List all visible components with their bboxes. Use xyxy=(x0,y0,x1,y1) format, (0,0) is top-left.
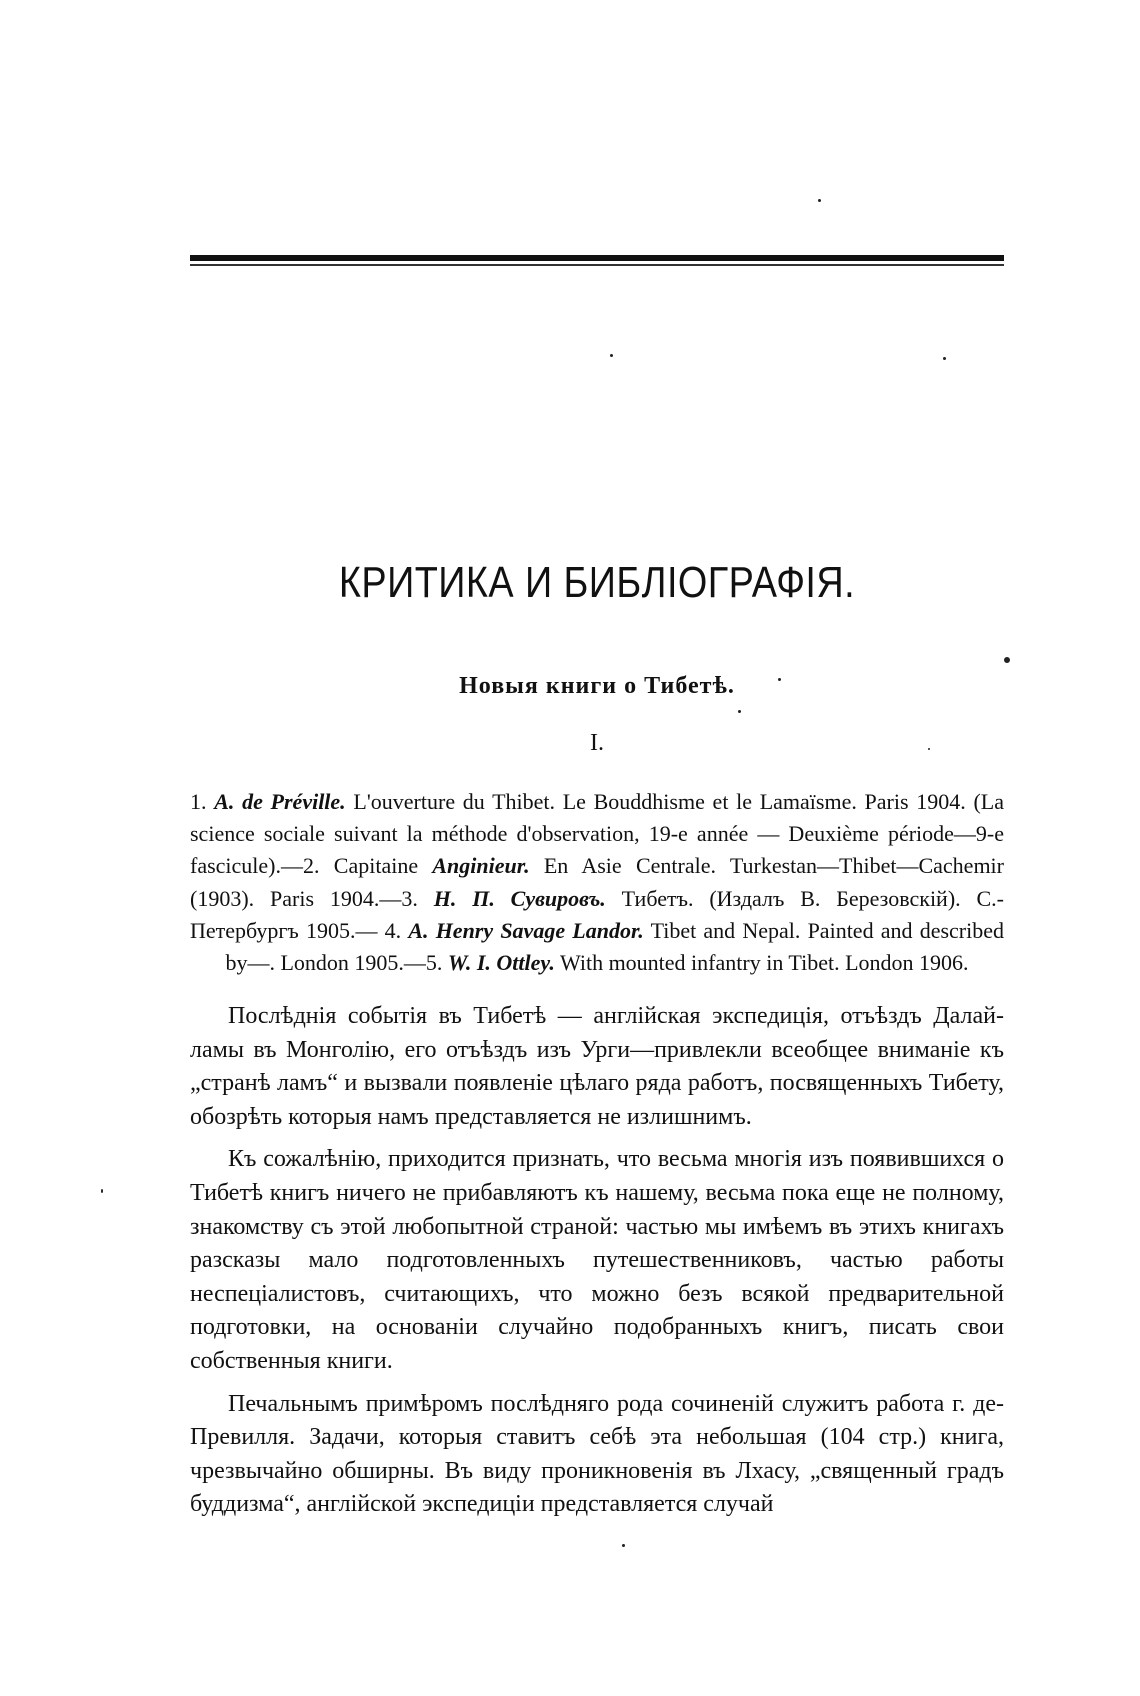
bib-entry-number: —5. xyxy=(403,950,443,976)
page-title: КРИТИКА И БИБЛІОГРАФІЯ. xyxy=(338,558,856,607)
header-rule-thin xyxy=(190,264,1004,266)
scan-speck xyxy=(928,748,930,750)
bib-text: With mounted infantry in Tibet. London 1906. xyxy=(554,950,969,976)
paragraph: Послѣднія событія въ Тибетѣ — англійская экспедиція, отъѣздъ Далай-ламы въ Монголію, его отъѣздъ изъ Урги—привлекли всеобщее вниманіе къ „странѣ ламъ“ и вызвали появленіе цѣлаго ряда работъ, посвященныхъ Тибету, обозрѣть которыя намъ представляется не излишнимъ. xyxy=(190,1003,1004,1130)
scan-speck xyxy=(738,710,741,713)
bib-text: Тибетъ. (Издалъ В. Березовскій). С.-Петербургъ 1905. xyxy=(190,885,1005,943)
bib-author: Н. П. Сувировъ. xyxy=(433,885,606,911)
scan-speck xyxy=(778,678,781,681)
bibliography-block xyxy=(190,786,1004,979)
article-body xyxy=(190,1000,1004,1531)
scan-speck xyxy=(943,357,946,360)
scan-speck xyxy=(610,354,613,357)
bib-author: Anginieur. xyxy=(432,853,530,879)
scan-speck xyxy=(101,1189,103,1193)
article-subtitle: Новыя книги о Тибетѣ. xyxy=(459,673,735,699)
bib-text: L'ouverture du Thibet. Le Bouddhisme et le Lamaïsme. Paris 1904. (La science sociale suivant la méthode d'observation, 19-e année — Deuxième période—9-e fascicule). xyxy=(190,789,1004,879)
bib-text: En Asie Centrale. Turkestan—Thibet—Cachemir (1903). Paris 1904. xyxy=(190,853,1004,911)
bib-entry-number: —3. xyxy=(379,885,418,911)
scan-speck xyxy=(622,1544,625,1547)
bib-entry-number: 1. xyxy=(190,789,207,814)
bib-text: Capitaine xyxy=(319,853,433,879)
scan-speck xyxy=(1004,657,1010,663)
scan-speck xyxy=(818,199,821,202)
bib-entry-number: —2. xyxy=(281,853,320,879)
paragraph: Къ сожалѣнію, приходится признать, что весьма многія изъ появившихся о Тибетѣ книгъ ничего не прибавляютъ къ нашему, весьма пока еще не полному, знакомству съ этой любопытной страной: частью мы имѣемъ въ этихъ книгахъ разсказы мало подготовленныхъ путешественниковъ, частью работы неспеціалистовъ, считающихъ, что можно безъ всякой предварительной подготовки, на основаніи случайно подобранныхъ книгъ, писать свои собственныя книги. xyxy=(190,1146,1004,1374)
section-number: I. xyxy=(590,730,604,756)
bib-author: W. I. Ottley. xyxy=(447,950,555,976)
bib-text: Tibet and Nepal. Painted and described by—. London 1905. xyxy=(225,917,1004,976)
header-rule xyxy=(190,255,1004,261)
bib-author: A. de Préville. xyxy=(214,789,346,814)
bib-author: A. Henry Savage Landor. xyxy=(408,917,644,943)
bib-entry-number: — 4. xyxy=(355,917,402,943)
bib-entry-5 xyxy=(404,950,969,975)
paragraph: Печальнымъ примѣромъ послѣдняго рода сочиненій служитъ работа г. де-Превилля. Задачи, которыя ставитъ себѣ эта небольшая (104 стр.) книга, чрезвычайно обширны. Въ виду проникновенія въ Лхасу, „священный градъ буддизма“, англійской экспедиціи представляется случай xyxy=(190,1390,1004,1518)
